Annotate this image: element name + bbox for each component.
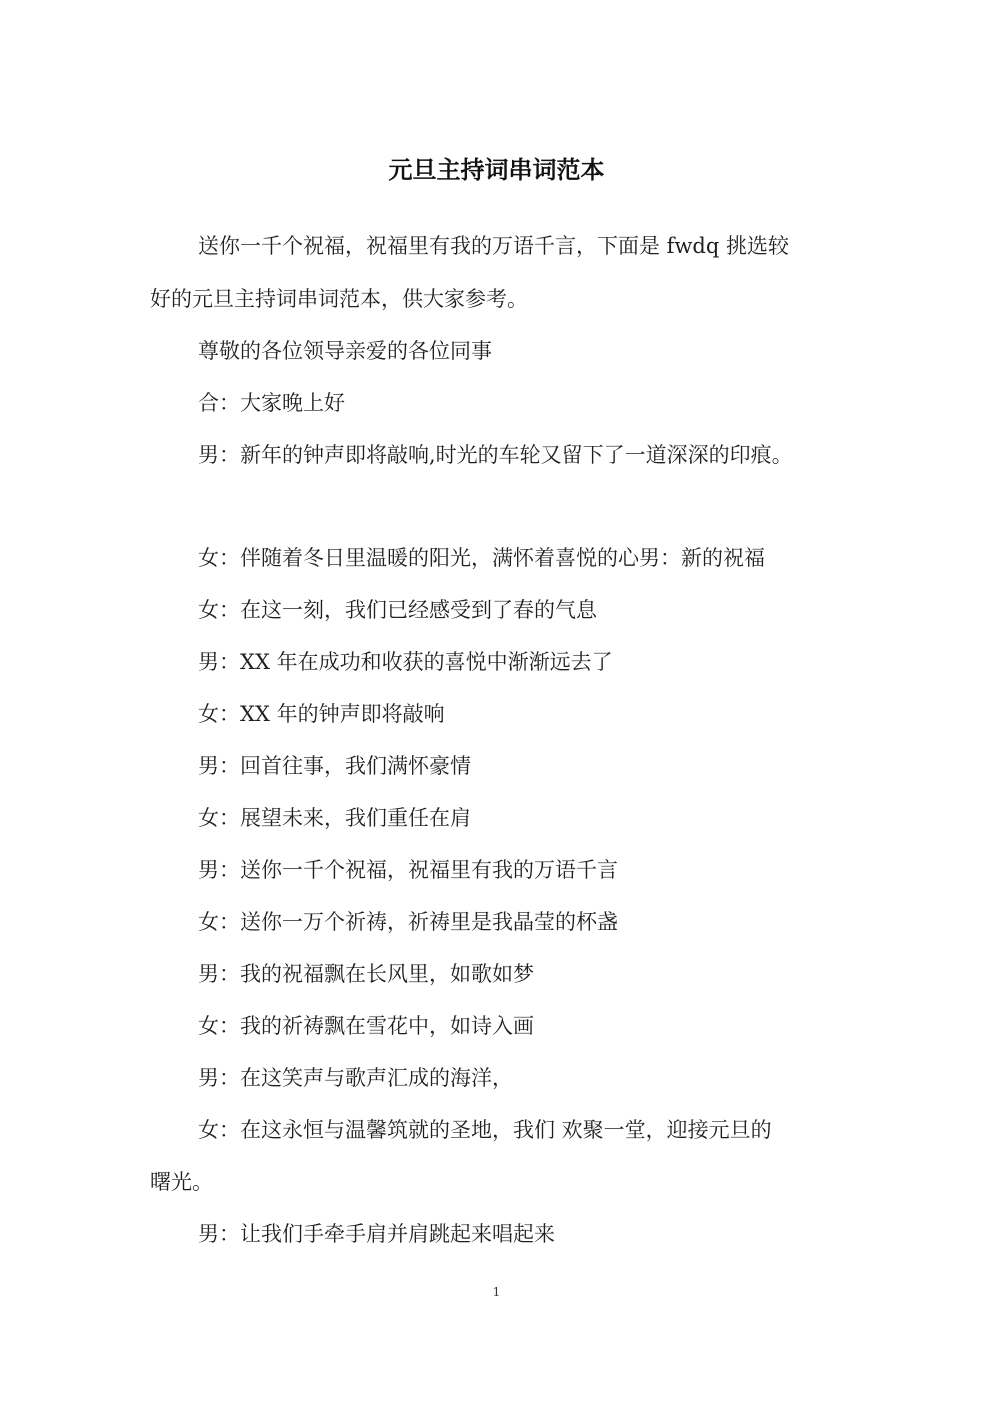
intro-line-1: 送你一千个祝福，祝福里有我的万语千言，下面是 fwdq 挑选较 — [198, 234, 789, 258]
paragraph-line: 尊敬的各位领导亲爱的各位同事 — [198, 339, 492, 363]
paragraph-line: 合：大家晚上好 — [198, 391, 345, 415]
paragraph-line: 男：送你一千个祝福，祝福里有我的万语千言 — [198, 858, 618, 882]
closing-line-1: 女：在这永恒与温馨筑就的圣地，我们 欢聚一堂，迎接元旦的 — [198, 1118, 772, 1142]
paragraph-line: 男：回首往事，我们满怀豪情 — [198, 754, 471, 778]
closing-line-2: 曙光。 — [150, 1170, 213, 1194]
paragraph-line: 女：XX 年的钟声即将敲响 — [198, 702, 445, 726]
paragraph-line: 男：新年的钟声即将敲响,时光的车轮又留下了一道深深的印痕。 — [198, 443, 793, 467]
paragraph-line: 女：展望未来，我们重任在肩 — [198, 806, 471, 830]
page-number: 1 — [492, 1285, 501, 1299]
paragraph-line: 女：我的祈祷飘在雪花中，如诗入画 — [198, 1014, 534, 1038]
paragraph-line: 男：在这笑声与歌声汇成的海洋， — [198, 1066, 513, 1090]
paragraph-line: 男：我的祝福飘在长风里，如歌如梦 — [198, 962, 534, 986]
paragraph-line: 男：XX 年在成功和收获的喜悦中渐渐远去了 — [198, 650, 613, 674]
intro-line-2: 好的元旦主持词串词范本，供大家参考。 — [150, 287, 528, 311]
paragraph-line: 女：在这一刻，我们已经感受到了春的气息 — [198, 598, 597, 622]
closing-line-3: 男：让我们手牵手肩并肩跳起来唱起来 — [198, 1222, 555, 1246]
paragraph-line: 女：伴随着冬日里温暖的阳光，满怀着喜悦的心男：新的祝福 — [198, 546, 765, 570]
paragraph-line: 女：送你一万个祈祷，祈祷里是我晶莹的杯盏 — [198, 910, 618, 934]
document-title: 元旦主持词串词范本 — [388, 156, 605, 184]
